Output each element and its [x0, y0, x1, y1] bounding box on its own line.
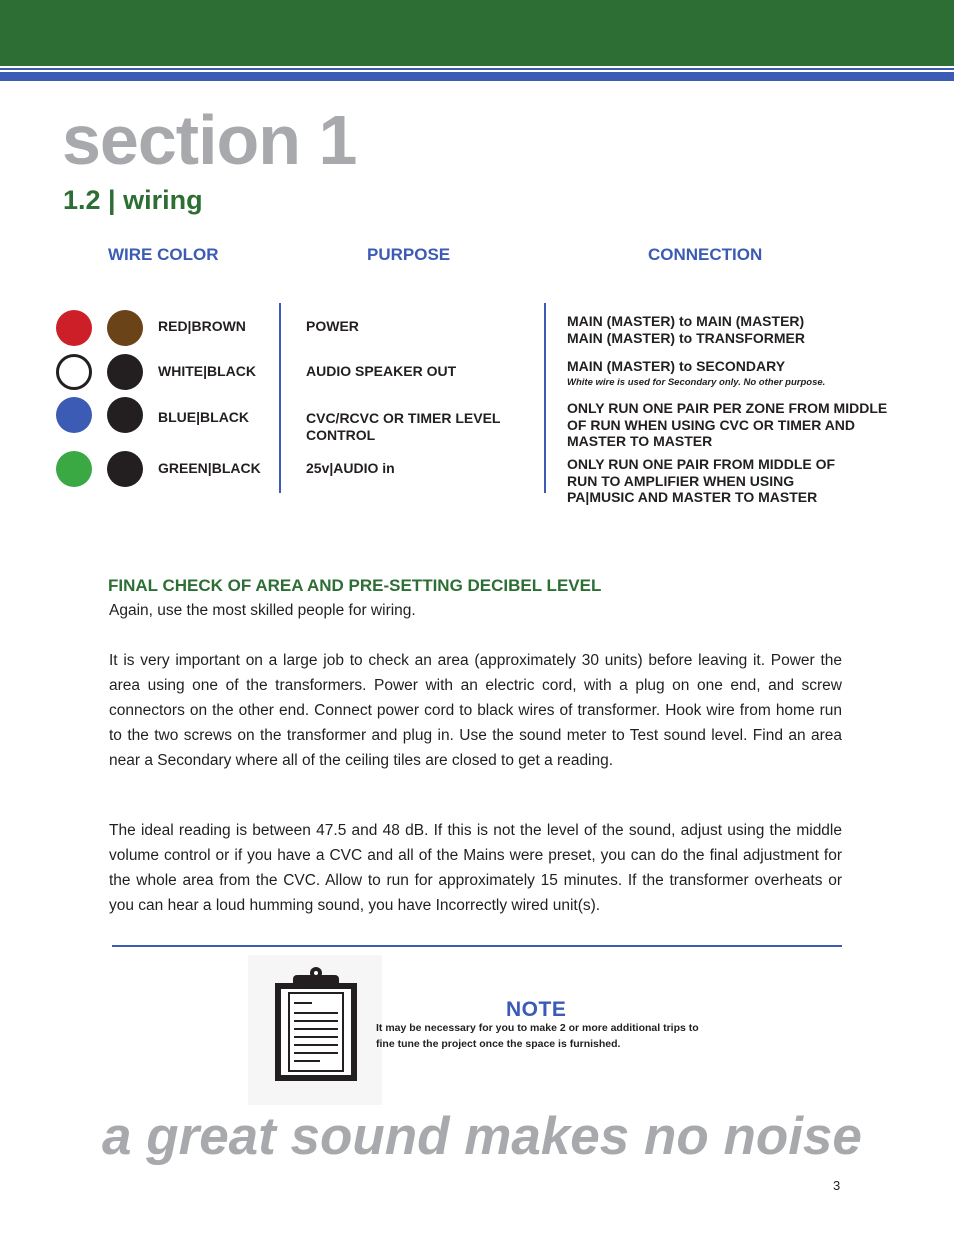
table-divider-left: [279, 303, 281, 493]
section-title: section 1: [62, 101, 357, 179]
wire-purpose: 25v|AUDIO in: [306, 460, 395, 476]
wire-dot-brown: [107, 310, 143, 346]
tagline: a great sound makes no noise: [102, 1107, 862, 1166]
page-number: 3: [833, 1178, 841, 1193]
table-divider-right: [544, 303, 546, 493]
wire-purpose: CVC/RCVC OR TIMER LEVEL CONTROL: [306, 410, 501, 443]
connection-line: MAIN (MASTER) to SECONDARY: [567, 358, 786, 374]
note-text: It may be necessary for you to make 2 or more additional trips to fine tune the project once the space is furnished.: [376, 1022, 699, 1050]
wire-color-label: WHITE|BLACK: [158, 363, 257, 379]
wire-connection: ONLY RUN ONE PAIR FROM MIDDLE OF RUN TO AMPLIFIER WHEN USING PA|MUSIC AND MASTER TO MASTER: [567, 456, 836, 505]
wire-connection: ONLY RUN ONE PAIR PER ZONE FROM MIDDLE OF RUN WHEN USING CVC OR TIMER AND MASTER TO MASTER: [567, 400, 888, 449]
note-title: NOTE: [506, 998, 567, 1021]
connection-line: MAIN (MASTER) to TRANSFORMER: [567, 329, 805, 346]
wire-dot-blue: [56, 397, 92, 433]
final-check-paragraph: The ideal reading is between 47.5 and 48 dB. If this is not the level of the sound, adjust using the middle volume control or if you have a CVC and all of the Mains were preset, you can do the final adjustment for the whole area from the CVC. Allow to run for approximately 15 minutes. If the transformer overheats or you can hear a loud humming sound, you have Incorrectly wired unit(s).: [109, 822, 842, 914]
wire-connection: [567, 358, 907, 389]
final-check-intro: Again, use the most skilled people for wiring.: [109, 602, 416, 619]
column-header-wire-color: WIRE COLOR: [108, 245, 219, 264]
final-check-paragraph: It is very important on a large job to check an area (approximately 30 units) before leaving it. Power the area using one of the transformers. Power with an electric cord, with a plug on one end, and screw connectors on the other end. Connect power cord to black wires of transformer. Hook wire from home run to the two screws on the transformer and plug in. Use the sound meter to Test sound level. Find an area near a Secondary where all of the ceiling tiles are closed to get a reading.: [109, 652, 842, 769]
wire-purpose: AUDIO SPEAKER OUT: [306, 363, 457, 379]
connection-line: MAIN (MASTER) to MAIN (MASTER): [567, 313, 805, 329]
section-divider: [112, 945, 842, 947]
connection-note: White wire is used for Secondary only. No other purpose.: [567, 376, 826, 388]
final-check-heading: FINAL CHECK OF AREA AND PRE-SETTING DECIBEL LEVEL: [108, 576, 602, 595]
wire-color-label: RED|BROWN: [158, 318, 246, 334]
column-header-connection: CONNECTION: [648, 245, 763, 264]
wire-dot-black: [107, 451, 143, 487]
wire-connection: [567, 313, 907, 346]
clipboard-icon: [248, 955, 382, 1105]
column-header-purpose: PURPOSE: [367, 245, 451, 264]
wire-dot-red: [56, 310, 92, 346]
header-band: [0, 0, 954, 66]
wire-dot-black: [107, 397, 143, 433]
wire-dot-white: [56, 354, 92, 390]
wire-dot-green: [56, 451, 92, 487]
wire-color-label: GREEN|BLACK: [158, 460, 261, 476]
wire-color-label: BLUE|BLACK: [158, 409, 250, 425]
header-rule-thin: [0, 68, 954, 70]
wire-purpose: POWER: [306, 318, 359, 334]
header-rule-thick: [0, 72, 954, 81]
wire-dot-black: [107, 354, 143, 390]
subsection-title: 1.2 | wiring: [63, 185, 203, 215]
